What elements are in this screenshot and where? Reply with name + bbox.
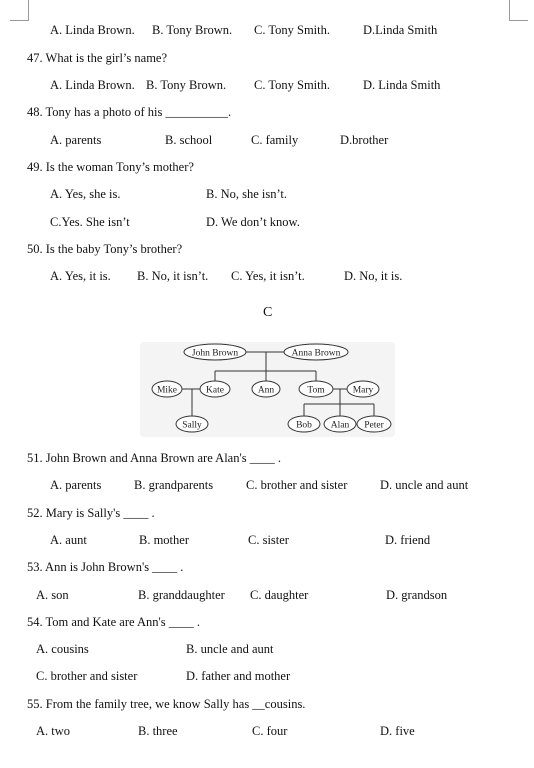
q48-option-c: C. family [251, 133, 299, 147]
label-kate: Kate [206, 385, 224, 396]
label-mary: Mary [352, 385, 374, 396]
label-mike: Mike [156, 385, 178, 396]
label-anna-brown: Anna Brown [291, 348, 341, 359]
label-sally: Sally [182, 420, 202, 431]
q54-option-c: C. brother and sister [36, 669, 138, 683]
q51-text: 51. John Brown and Anna Brown are Alan's ____ . [27, 451, 281, 465]
q46-option-a: A. Linda Brown. [50, 23, 135, 37]
q53-option-d: D. grandson [386, 588, 448, 602]
q49-option-d: D. We don’t know. [206, 215, 300, 229]
label-john-brown: John Brown [191, 348, 239, 359]
q50-text: 50. Is the baby Tony’s brother? [27, 242, 183, 256]
q50-option-c: C. Yes, it isn’t. [231, 269, 305, 283]
q47-text: 47. What is the girl’s name? [27, 51, 168, 65]
label-ann: Ann [257, 385, 275, 396]
q48-option-d: D.brother [340, 133, 389, 147]
label-alan: Alan [330, 420, 350, 431]
q55-option-d: D. five [380, 724, 415, 738]
q46-option-d: D.Linda Smith [363, 23, 438, 37]
q48-text: 48. Tony has a photo of his __________. [27, 105, 232, 119]
label-peter: Peter [364, 420, 384, 431]
q46-option-b: B. Tony Brown. [152, 23, 233, 37]
label-tom: Tom [307, 385, 325, 396]
q50-option-b: B. No, it isn’t. [137, 269, 209, 283]
q49-option-c: C.Yes. She isn’t [50, 215, 130, 229]
q52-option-d: D. friend [385, 533, 431, 547]
q53-option-a: A. son [36, 588, 69, 602]
q49-text: 49. Is the woman Tony’s mother? [27, 160, 194, 174]
q49-option-a: A. Yes, she is. [50, 187, 121, 201]
q51-option-a: A. parents [50, 478, 102, 492]
q53-option-b: B. granddaughter [138, 588, 225, 602]
q55-option-b: B. three [138, 724, 178, 738]
q55-option-a: A. two [36, 724, 71, 738]
q52-option-c: C. sister [248, 533, 289, 547]
q46-option-c: C. Tony Smith. [254, 23, 330, 37]
label-bob: Bob [296, 420, 312, 431]
q53-option-c: C. daughter [250, 588, 309, 602]
q54-option-a: A. cousins [36, 642, 89, 656]
q49-option-b: B. No, she isn’t. [206, 187, 288, 201]
q48-option-a: A. parents [50, 133, 102, 147]
q55-text: 55. From the family tree, we know Sally has __cousins. [27, 697, 306, 711]
q54-option-d: D. father and mother [186, 669, 291, 683]
q55-option-c: C. four [252, 724, 288, 738]
q50-option-d: D. No, it is. [344, 269, 403, 283]
q50-option-a: A. Yes, it is. [50, 269, 111, 283]
q52-option-b: B. mother [139, 533, 189, 547]
q54-text: 54. Tom and Kate are Ann's ____ . [27, 615, 200, 629]
q51-option-d: D. uncle and aunt [380, 478, 469, 492]
q47-option-b: B. Tony Brown. [146, 78, 227, 92]
q54-option-b: B. uncle and aunt [186, 642, 274, 656]
q48-option-b: B. school [165, 133, 213, 147]
q47-option-a: A. Linda Brown. [50, 78, 135, 92]
q47-option-c: C. Tony Smith. [254, 78, 330, 92]
q52-text: 52. Mary is Sally's ____ . [27, 506, 155, 520]
q51-option-b: B. grandparents [134, 478, 214, 492]
section-c-title: C [263, 305, 273, 320]
q52-option-a: A. aunt [50, 533, 87, 547]
q53-text: 53. Ann is John Brown's ____ . [27, 560, 184, 574]
q51-option-c: C. brother and sister [246, 478, 348, 492]
q47-option-d: D. Linda Smith [363, 78, 441, 92]
